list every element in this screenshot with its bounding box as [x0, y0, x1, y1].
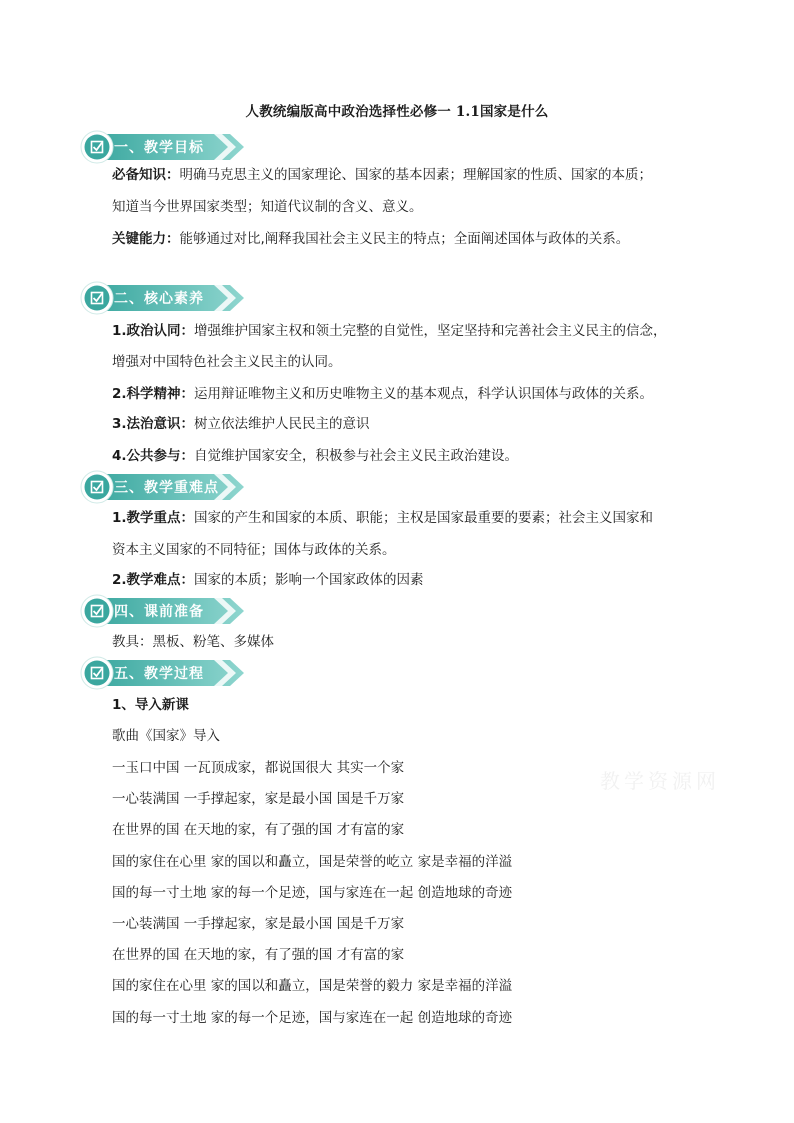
- objective-knowledge-cont: 知道当今世界国家类型；知道代议制的含义、意义。: [112, 199, 423, 215]
- process-step-heading: 1、导入新课: [112, 697, 189, 713]
- lyric-line: 国的每一寸土地 家的每一个足迹，国与家连在一起 创造地球的奇迹: [112, 885, 513, 901]
- literacy-item-cont: 增强对中国特色社会主义民主的认同。: [112, 354, 342, 370]
- literacy-item: 2.科学精神：运用辩证唯物主义和历史唯物主义的基本观点，科学认识国体与政体的关系。: [112, 386, 654, 402]
- section-label: 四、课前准备: [114, 604, 204, 620]
- key-point-item: 2.教学难点：国家的本质；影响一个国家政体的因素: [112, 572, 424, 588]
- key-point-item-cont: 资本主义国家的不同特征；国体与政体的关系。: [112, 542, 396, 558]
- preparation-text: 教具：黑板、粉笔、多媒体: [112, 634, 274, 650]
- lyric-line: 国的家住在心里 家的国以和矗立，国是荣誉的毅力 家是幸福的洋溢: [112, 978, 513, 994]
- literacy-item: 4.公共参与：自觉维护国家安全，积极参与社会主义民主政治建设。: [112, 448, 519, 464]
- lyric-line: 在世界的国 在天地的家，有了强的国 才有富的家: [112, 822, 405, 838]
- watermark: 教学资源网: [600, 769, 720, 793]
- section-label: 一、教学目标: [114, 140, 204, 156]
- key-point-item: 1.教学重点：国家的产生和国家的本质、职能；主权是国家最重要的要素；社会主义国家和: [112, 510, 654, 526]
- lyric-line: 一玉口中国 一瓦顶成家，都说国很大 其实一个家: [112, 760, 405, 776]
- section-header-preparation: [80, 594, 245, 628]
- lyric-line: 国的每一寸土地 家的每一个足迹，国与家连在一起 创造地球的奇迹: [112, 1010, 513, 1026]
- section-label: 二、核心素养: [114, 291, 204, 307]
- section-header-key-points: [80, 470, 245, 504]
- literacy-item: 1.政治认同：增强维护国家主权和领土完整的自觉性，坚定坚持和完善社会主义民主的信念，: [112, 323, 667, 339]
- lyric-line: 一心装满国 一手撑起家，家是最小国 国是千万家: [112, 916, 405, 932]
- lyric-line: 国的家住在心里 家的国以和矗立，国是荣誉的屹立 家是幸福的洋溢: [112, 854, 513, 870]
- section-label: 三、教学重难点: [114, 480, 219, 496]
- process-intro: 歌曲《国家》导入: [112, 728, 220, 744]
- lyric-line: 在世界的国 在天地的家，有了强的国 才有富的家: [112, 947, 405, 963]
- objective-knowledge: 必备知识：明确马克思主义的国家理论、国家的基本因素；理解国家的性质、国家的本质；: [112, 167, 652, 183]
- section-header-literacy: [80, 281, 245, 315]
- objective-ability: 关键能力：能够通过对比,阐释我国社会主义民主的特点；全面阐述国体与政体的关系。: [112, 231, 630, 247]
- section-label: 五、教学过程: [114, 666, 204, 682]
- section-header-process: [80, 656, 245, 690]
- section-header-objectives: [80, 130, 245, 164]
- lyric-line: 一心装满国 一手撑起家，家是最小国 国是千万家: [112, 791, 405, 807]
- document-title: 人教统编版高中政治选择性必修一 1.1国家是什么: [245, 104, 549, 120]
- literacy-item: 3.法治意识：树立依法维护人民民主的意识: [112, 416, 370, 432]
